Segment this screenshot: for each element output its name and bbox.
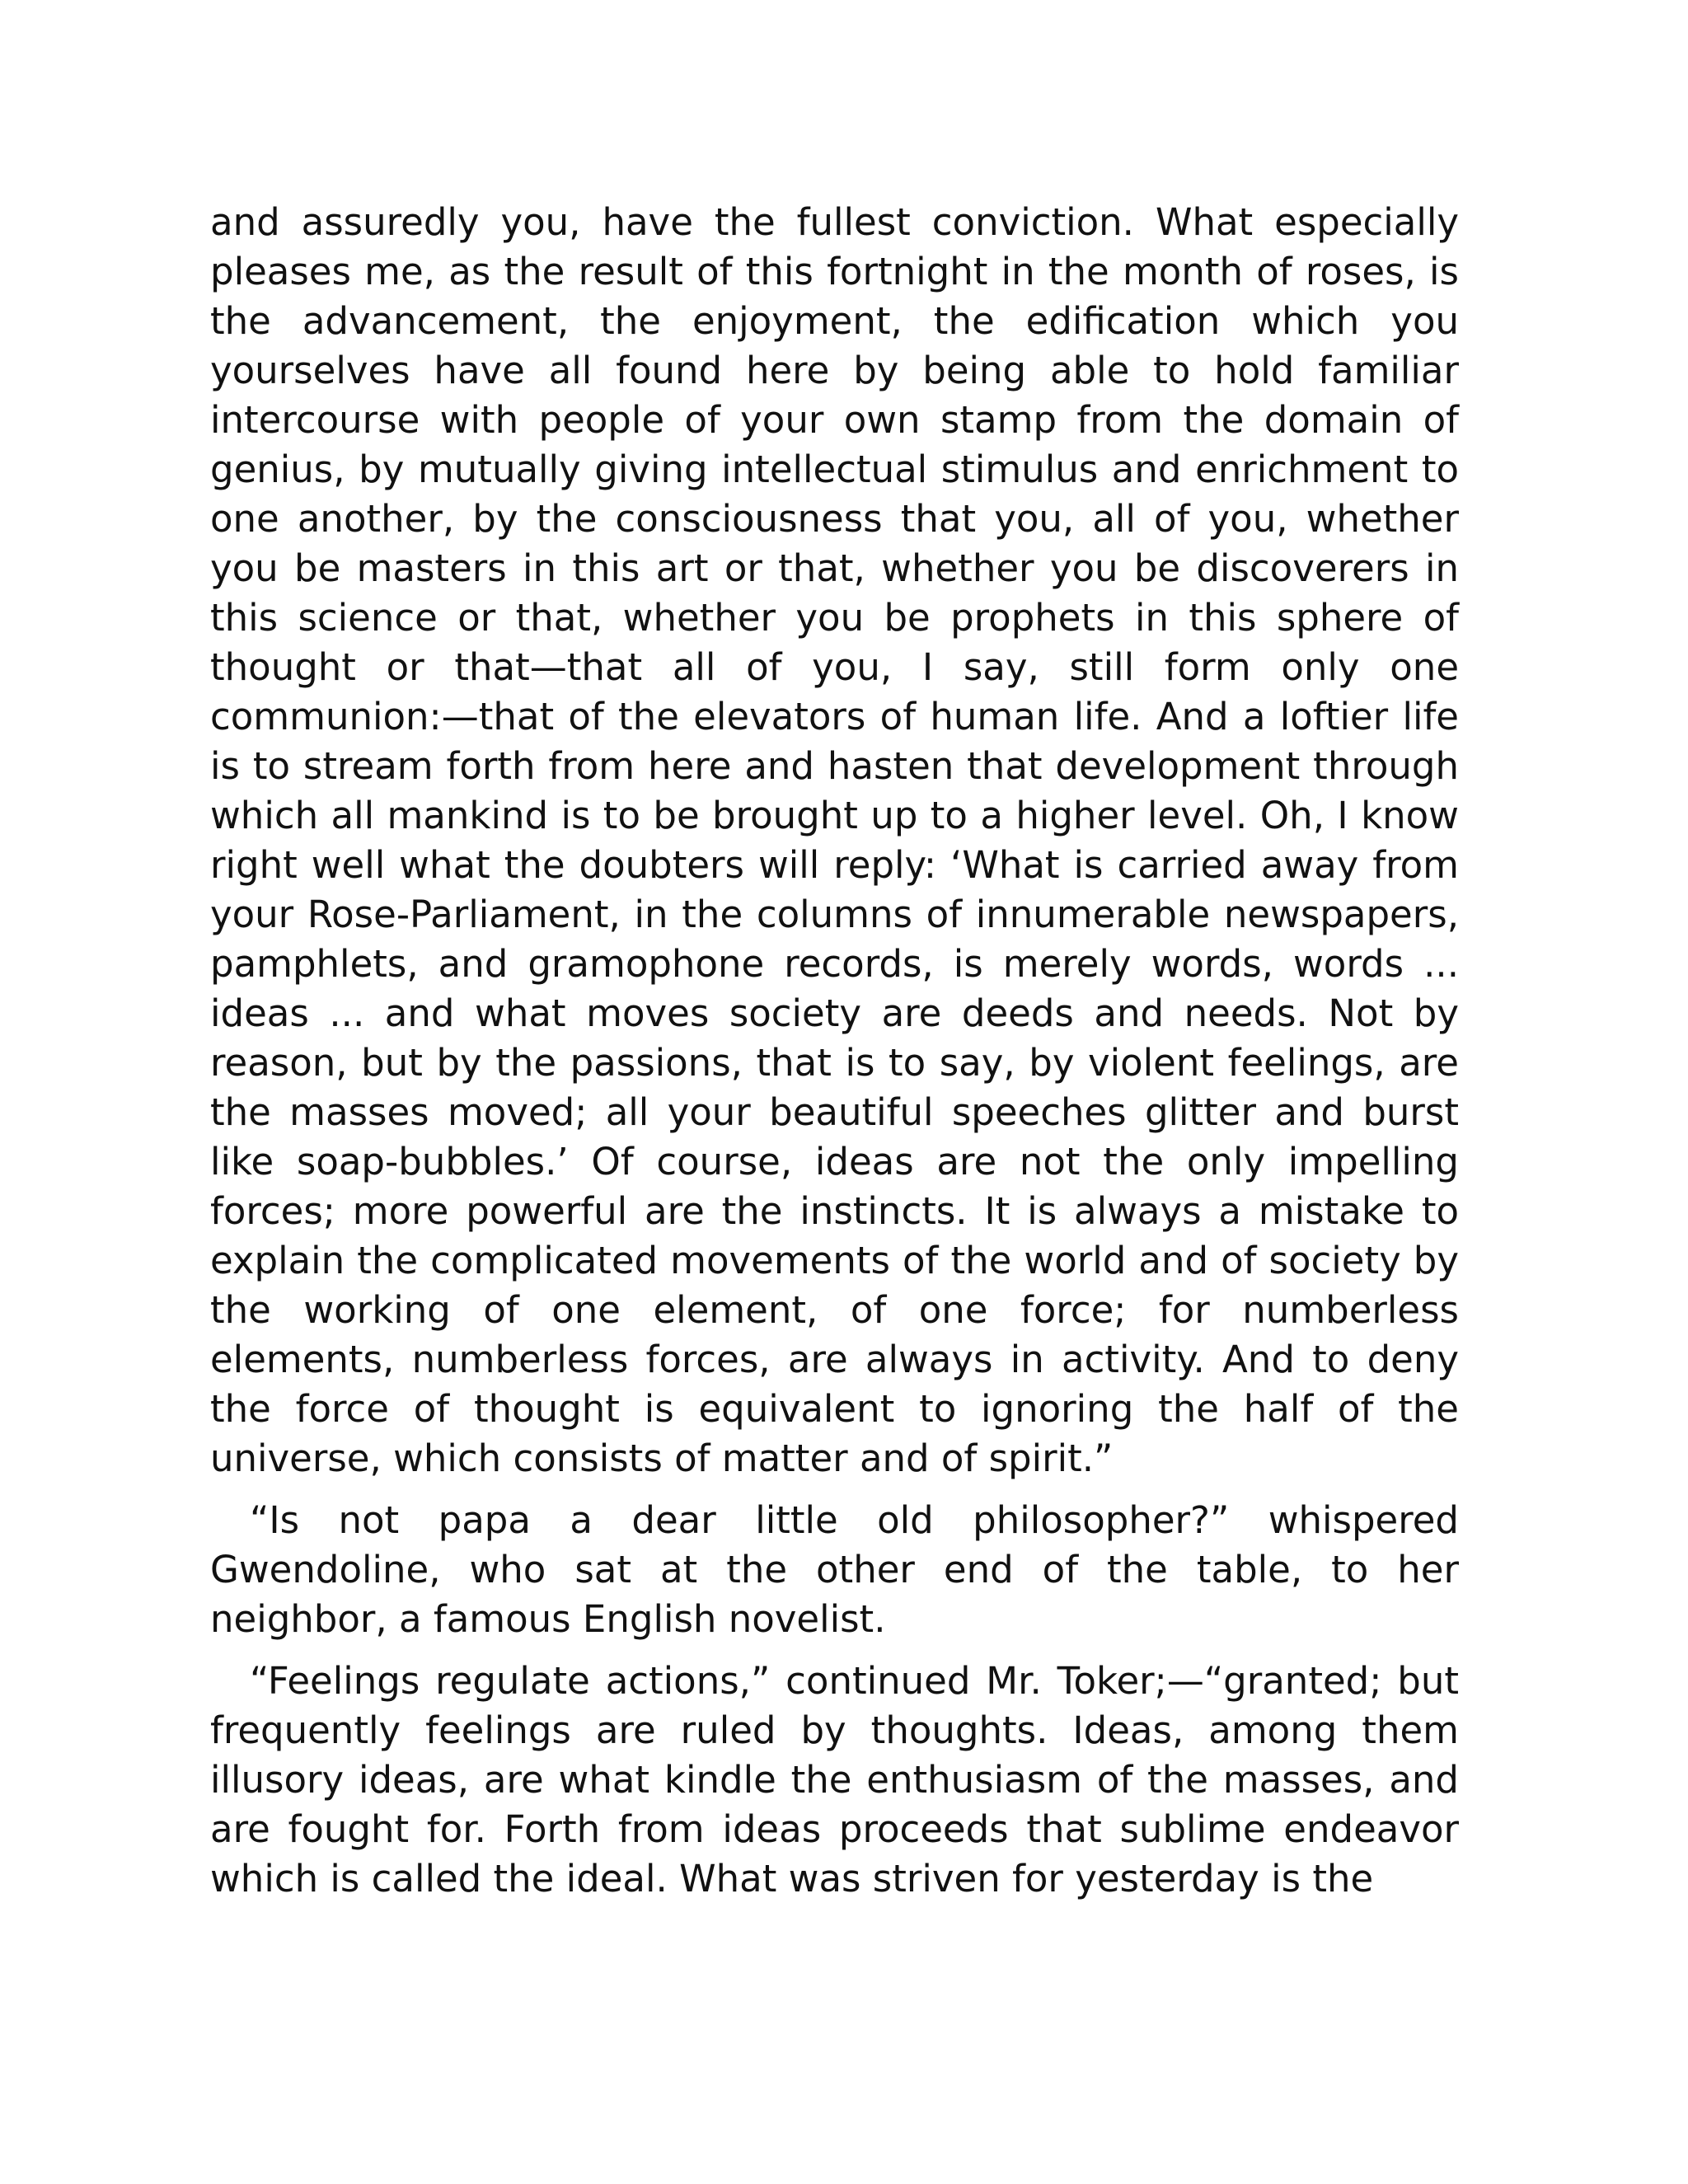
- paragraph: “Is not papa a dear little old philosopher?” whispered Gwendoline, who sat at the other end of the table, to her neighbor, a famous English novelist.: [210, 1498, 1459, 1641]
- paragraph: and assuredly you, have the fullest conviction. What especially pleases me, as the result of this fortnight in the month of roses, is the advancement, the enjoyment, the edification which you yourselves have all found here by being able to hold familiar intercourse with people of your own stamp from the domain of genius, by mutually giving intellectual stimulus and enrichment to one another, by the consciousness that you, all of you, whether you be masters in this art or that, whether you be discoverers in this science or that, whether you be prophets in this sphere of thought or that—that all of you, I say, still form only one communion:—that of the elevators of human life. And a loftier life is to stream forth from here and hasten that development through which all mankind is to be brought up to a higher level. Oh, I know right well what the doubters will reply: ‘What is carried away from your Rose-Parliament, in the columns of innumerable newspapers, pamphlets, and gramophone records, is merely words, words ... ideas ... and what moves society are deeds and needs. Not by reason, but by the passions, that is to say, by violent feelings, are the masses moved; all your beautiful speeches glitter and burst like soap-bubbles.’ Of course, ideas are not the only impelling forces; more powerful are the instincts. It is always a mistake to explain the complicated movements of the world and of society by the working of one element, of one force; for numberless elements, numberless forces, are always in activity. And to deny the force of thought is equivalent to ignoring the half of the universe, which consists of matter and of spirit.”: [210, 200, 1459, 1480]
- paragraph: “Feelings regulate actions,” continued Mr. Toker;—“granted; but frequently feelings are ruled by thoughts. Ideas, among them illusory ideas, are what kindle the enthusiasm of the masses, and are fought for. Forth from ideas proceeds that sublime endeavor which is called the ideal. What was striven for yesterday is the: [210, 1659, 1459, 1900]
- body-text: [210, 198, 1459, 1904]
